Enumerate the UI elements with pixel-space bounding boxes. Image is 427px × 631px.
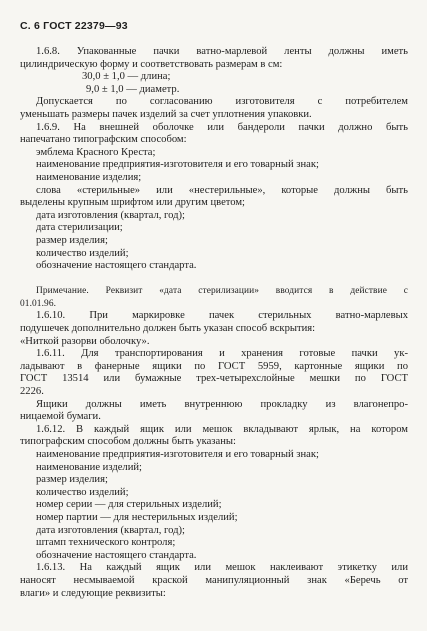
text-line: 1.6.8. Упакованные пачки ватно-марлевой ленты должны иметь: [36, 46, 408, 57]
text-line: размер изделия;: [36, 234, 108, 246]
text-line: ладывают в фанерные ящики по ГОСТ 5959, картонные ящики по: [20, 360, 408, 372]
text-line: обозначение настоящего стандарта.: [36, 260, 197, 272]
text-line: номер партии — для нестерильных изделий;: [36, 511, 238, 523]
text-line: Примечание. Реквизит «дата стерилизации» вводится в действие с: [36, 286, 408, 297]
text-line: размер изделия;: [36, 474, 108, 486]
text-line: наименование предприятия-изготовителя и его товарный знак;: [36, 449, 319, 460]
text-line: Ящики должны иметь внутреннюю прокладку из влагонепро-: [36, 398, 408, 410]
text-line: наименование изделия;: [36, 171, 142, 183]
text-line: 1.6.10. При маркировке пачек стерильных ватно-марлевых: [36, 310, 408, 322]
text-line: дата изготовления (квартал, год);: [36, 209, 185, 221]
text-line: 9,0 ± 1,0 — диаметр.: [86, 83, 180, 95]
text-line: 1.6.11. Для транспортирования и хранения готовые пачки ук-: [36, 348, 408, 360]
text-line: дата изготовления (квартал, год);: [36, 524, 185, 536]
text-line: дата стерилизации;: [36, 222, 123, 234]
text-line: напечатано типографским способом:: [20, 134, 187, 146]
text-line: влаги» и следующие реквизиты:: [20, 587, 166, 599]
text-line: наименование предприятия-изготовителя и его товарный знак;: [36, 159, 319, 171]
text-line: ГОСТ 13514 или бумажные трех-четырехслойные мешки по ГОСТ: [20, 373, 408, 385]
text-line: 2226.: [20, 386, 44, 398]
text-line: слова «стерильные» или «нестерильные», которые должны быть: [36, 184, 408, 196]
text-line: эмблема Красного Креста;: [36, 146, 156, 158]
text-line: цилиндрическую форму и соответствовать размерам в см:: [20, 58, 283, 70]
text-line: выделены крупным шрифтом или другим цветом;: [20, 197, 245, 209]
text-line: ницаемой бумаги.: [20, 411, 101, 423]
document-body: [20, 46, 408, 600]
text-line: количество изделий;: [36, 247, 129, 259]
text-line: штамп технического контроля;: [36, 537, 176, 549]
text-line: уменьшать размеры пачек изделий за счет уплотнения упаковки.: [20, 108, 312, 120]
text-line: количество изделий;: [36, 486, 129, 498]
text-line: типографским способом должны быть указаны:: [20, 436, 236, 448]
text-line: «Ниткой разорви оболочку».: [20, 335, 150, 347]
text-line: наносят несмываемой краской манипуляционный знак «Беречь от: [20, 574, 408, 586]
text-line: 30,0 ± 1,0 — длина;: [82, 71, 171, 83]
text-line: 1.6.9. На внешней оболочке или бандероли пачки должно быть: [36, 121, 408, 133]
text-line: 01.01.96.: [20, 298, 57, 309]
text-line: обозначение настоящего стандарта.: [36, 549, 197, 561]
text-line: 1.6.13. На каждый ящик или мешок наклеивают этикетку или: [36, 562, 408, 574]
text-line: номер серии — для стерильных изделий;: [36, 499, 222, 511]
text-line: подушечек дополнительно должен быть указан способ вскрытия:: [20, 323, 316, 335]
text-line: Допускается по согласованию изготовителя с потребителем: [36, 96, 408, 108]
text-line: наименование изделий;: [36, 461, 142, 473]
text-line: 1.6.12. В каждый ящик или мешок вкладывают ярлык, на котором: [36, 423, 408, 435]
page-header: С. 6 ГОСТ 22379—93: [20, 20, 128, 32]
text-line: [20, 273, 408, 286]
